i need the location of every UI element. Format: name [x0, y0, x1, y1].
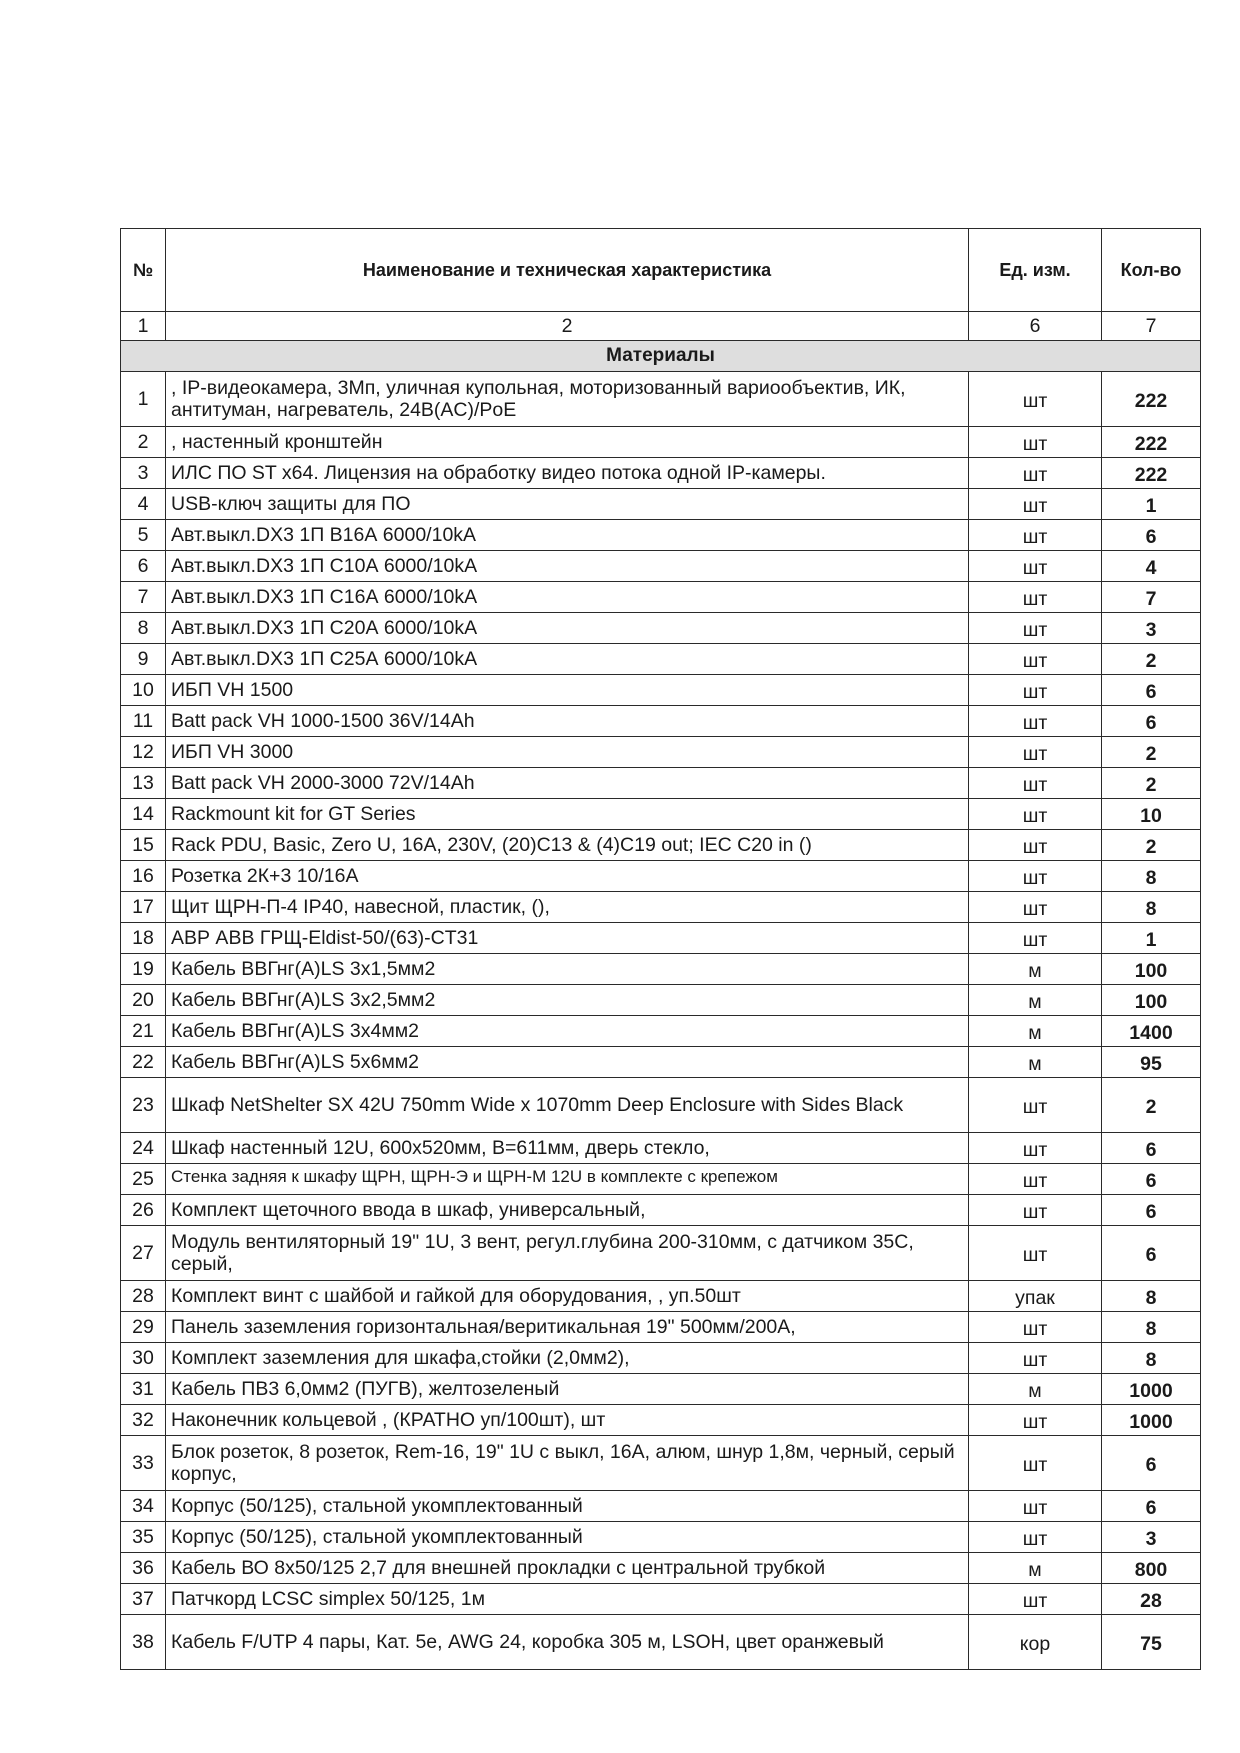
row-name: Rack PDU, Basic, Zero U, 16A, 230V, (20)C13 & (4)C19 out; IEC C20 in () [166, 830, 969, 861]
row-unit: шт [969, 799, 1102, 830]
row-name: , IP-видеокамера, 3Мп, уличная купольная, моторизованный вариообъектив, ИК, антитуман, нагреватель, 24В(AC)/PoE [166, 372, 969, 427]
row-quantity: 8 [1102, 1343, 1201, 1374]
row-unit: шт [969, 923, 1102, 954]
row-number: 8 [121, 613, 166, 644]
row-quantity: 1000 [1102, 1405, 1201, 1436]
row-number: 32 [121, 1405, 166, 1436]
row-number: 25 [121, 1164, 166, 1195]
table-row [121, 551, 1201, 582]
row-number: 13 [121, 768, 166, 799]
row-name: Кабель ВВГнг(А)LS 5х6мм2 [166, 1047, 969, 1078]
header-qty: Кол-во [1102, 229, 1201, 312]
row-quantity: 95 [1102, 1047, 1201, 1078]
row-unit: шт [969, 1491, 1102, 1522]
row-quantity: 6 [1102, 1226, 1201, 1281]
row-quantity: 6 [1102, 706, 1201, 737]
row-number: 6 [121, 551, 166, 582]
row-unit: шт [969, 1133, 1102, 1164]
row-quantity: 1 [1102, 923, 1201, 954]
row-number: 37 [121, 1584, 166, 1615]
row-number: 38 [121, 1615, 166, 1670]
row-unit: шт [969, 861, 1102, 892]
row-unit: шт [969, 737, 1102, 768]
table-row [121, 1615, 1201, 1670]
table-row [121, 830, 1201, 861]
row-quantity: 2 [1102, 768, 1201, 799]
row-number: 10 [121, 675, 166, 706]
column-number: 1 [121, 312, 166, 341]
row-quantity: 3 [1102, 613, 1201, 644]
table-body [121, 372, 1201, 1670]
row-name: Авт.выкл.DX3 1П С20А 6000/10kA [166, 613, 969, 644]
row-unit: шт [969, 1343, 1102, 1374]
row-name: Кабель ПВ3 6,0мм2 (ПУГВ), желтозеленый [166, 1374, 969, 1405]
row-quantity: 222 [1102, 372, 1201, 427]
row-name: USB-ключ защиты для ПО [166, 489, 969, 520]
row-name: Комплект заземления для шкафа,стойки (2,0мм2), [166, 1343, 969, 1374]
table-row [121, 1281, 1201, 1312]
table-row [121, 737, 1201, 768]
row-unit: шт [969, 1522, 1102, 1553]
row-unit: шт [969, 1078, 1102, 1133]
column-number: 2 [166, 312, 969, 341]
row-number: 35 [121, 1522, 166, 1553]
row-name: Rackmount kit for GT Series [166, 799, 969, 830]
materials-table [120, 228, 1201, 1670]
table-row [121, 675, 1201, 706]
row-unit: кор [969, 1615, 1102, 1670]
table-row [121, 1078, 1201, 1133]
row-number: 22 [121, 1047, 166, 1078]
row-quantity: 6 [1102, 1436, 1201, 1491]
row-number: 12 [121, 737, 166, 768]
row-unit: шт [969, 372, 1102, 427]
row-name: , настенный кронштейн [166, 427, 969, 458]
row-number: 5 [121, 520, 166, 551]
table-row [121, 954, 1201, 985]
row-name: Кабель F/UTP 4 пары, Кат. 5е, AWG 24, коробка 305 м, LSOH, цвет оранжевый [166, 1615, 969, 1670]
row-quantity: 2 [1102, 1078, 1201, 1133]
row-name [166, 1164, 969, 1195]
table-row [121, 1405, 1201, 1436]
row-unit: шт [969, 644, 1102, 675]
row-quantity: 75 [1102, 1615, 1201, 1670]
row-name: Панель заземления горизонтальная/веритикальная 19" 500мм/200А, [166, 1312, 969, 1343]
row-name: ИЛС ПО ST x64. Лицензия на обработку видео потока одной IP-камеры. [166, 458, 969, 489]
row-quantity: 6 [1102, 675, 1201, 706]
row-quantity: 2 [1102, 737, 1201, 768]
row-unit: шт [969, 458, 1102, 489]
row-unit: шт [969, 830, 1102, 861]
section-title: Материалы [121, 341, 1201, 372]
row-name: Корпус (50/125), стальной укомплектованный [166, 1522, 969, 1553]
row-unit: шт [969, 706, 1102, 737]
row-unit: шт [969, 489, 1102, 520]
row-quantity: 800 [1102, 1553, 1201, 1584]
row-number: 31 [121, 1374, 166, 1405]
table-row [121, 458, 1201, 489]
row-name: Кабель ВО 8х50/125 2,7 для внешней прокладки с центральной трубкой [166, 1553, 969, 1584]
table-row [121, 1195, 1201, 1226]
row-unit: м [969, 1553, 1102, 1584]
table-row [121, 1491, 1201, 1522]
row-number: 36 [121, 1553, 166, 1584]
table-row [121, 1343, 1201, 1374]
row-number: 17 [121, 892, 166, 923]
row-name: Розетка 2К+3 10/16А [166, 861, 969, 892]
table-row [121, 1436, 1201, 1491]
row-name: Авт.выкл.DX3 1П С10А 6000/10kA [166, 551, 969, 582]
row-number: 26 [121, 1195, 166, 1226]
row-unit: шт [969, 768, 1102, 799]
row-quantity: 222 [1102, 427, 1201, 458]
table-row [121, 1133, 1201, 1164]
header-name: Наименование и техническая характеристика [166, 229, 969, 312]
row-number: 15 [121, 830, 166, 861]
row-quantity: 6 [1102, 1133, 1201, 1164]
row-number: 3 [121, 458, 166, 489]
header-unit: Ед. изм. [969, 229, 1102, 312]
table-row [121, 892, 1201, 923]
row-name: Шкаф NetShelter SX 42U 750mm Wide x 1070mm Deep Enclosure with Sides Black [166, 1078, 969, 1133]
row-quantity: 2 [1102, 830, 1201, 861]
row-name: Наконечник кольцевой , (КРАТНО уп/100шт), шт [166, 1405, 969, 1436]
row-quantity: 8 [1102, 1281, 1201, 1312]
row-number: 19 [121, 954, 166, 985]
row-name: Batt pack VH 1000-1500 36V/14Ah [166, 706, 969, 737]
row-name: Патчкорд LCSC simplex 50/125, 1м [166, 1584, 969, 1615]
row-unit: шт [969, 1312, 1102, 1343]
row-unit: м [969, 954, 1102, 985]
row-number: 18 [121, 923, 166, 954]
row-quantity: 7 [1102, 582, 1201, 613]
table-row [121, 768, 1201, 799]
row-quantity: 6 [1102, 520, 1201, 551]
row-quantity: 28 [1102, 1584, 1201, 1615]
row-number: 14 [121, 799, 166, 830]
row-unit: шт [969, 551, 1102, 582]
row-unit: шт [969, 1164, 1102, 1195]
row-number: 1 [121, 372, 166, 427]
row-name: ИБП VH 1500 [166, 675, 969, 706]
row-unit: м [969, 1047, 1102, 1078]
table-row [121, 1226, 1201, 1281]
row-quantity: 8 [1102, 861, 1201, 892]
column-number: 7 [1102, 312, 1201, 341]
table-row [121, 706, 1201, 737]
row-unit: шт [969, 675, 1102, 706]
row-number: 2 [121, 427, 166, 458]
row-name: ИБП VH 3000 [166, 737, 969, 768]
row-unit: м [969, 985, 1102, 1016]
row-number: 30 [121, 1343, 166, 1374]
row-number: 21 [121, 1016, 166, 1047]
column-number: 6 [969, 312, 1102, 341]
row-quantity: 6 [1102, 1195, 1201, 1226]
row-number: 9 [121, 644, 166, 675]
header-num: № [121, 229, 166, 312]
row-quantity: 10 [1102, 799, 1201, 830]
table-row [121, 489, 1201, 520]
row-number: 16 [121, 861, 166, 892]
row-unit: шт [969, 1436, 1102, 1491]
row-name: Кабель ВВГнг(А)LS 3х4мм2 [166, 1016, 969, 1047]
table-row [121, 1047, 1201, 1078]
row-quantity: 8 [1102, 1312, 1201, 1343]
table-row [121, 520, 1201, 551]
row-unit: шт [969, 613, 1102, 644]
row-quantity: 1 [1102, 489, 1201, 520]
row-name: Шкаф настенный 12U, 600х520мм, В=611мм, дверь стекло, [166, 1133, 969, 1164]
row-unit: м [969, 1016, 1102, 1047]
row-number: 34 [121, 1491, 166, 1522]
row-name: Batt pack VH 2000-3000 72V/14Ah [166, 768, 969, 799]
row-number: 20 [121, 985, 166, 1016]
row-quantity: 6 [1102, 1164, 1201, 1195]
table-row [121, 1584, 1201, 1615]
table-row [121, 1164, 1201, 1195]
row-unit: шт [969, 582, 1102, 613]
row-number: 28 [121, 1281, 166, 1312]
row-name-text: Стенка задняя к шкафу ЩРН, ЩРН-Э и ЩРН-М 12U в комплекте с крепежом [171, 1169, 778, 1186]
row-unit: шт [969, 1584, 1102, 1615]
row-number: 23 [121, 1078, 166, 1133]
row-name: АВР ABB ГРЩ-Eldist-50/(63)-CT31 [166, 923, 969, 954]
row-name: Авт.выкл.DX3 1П С16А 6000/10kA [166, 582, 969, 613]
row-unit: упак [969, 1281, 1102, 1312]
table-row [121, 1522, 1201, 1553]
row-name: Комплект щеточного ввода в шкаф, универсальный, [166, 1195, 969, 1226]
row-quantity: 1400 [1102, 1016, 1201, 1047]
row-name: Комплект винт с шайбой и гайкой для оборудования, , уп.50шт [166, 1281, 969, 1312]
row-number: 27 [121, 1226, 166, 1281]
table-row [121, 1374, 1201, 1405]
row-quantity: 2 [1102, 644, 1201, 675]
row-quantity: 1000 [1102, 1374, 1201, 1405]
table-row [121, 1312, 1201, 1343]
header-row [121, 229, 1201, 312]
row-unit: м [969, 1374, 1102, 1405]
row-unit: шт [969, 520, 1102, 551]
table-row [121, 613, 1201, 644]
row-number: 4 [121, 489, 166, 520]
row-number: 29 [121, 1312, 166, 1343]
row-quantity: 6 [1102, 1491, 1201, 1522]
row-quantity: 4 [1102, 551, 1201, 582]
row-name: Блок розеток, 8 розеток, Rem-16, 19" 1U с выкл, 16А, алюм, шнур 1,8м, черный, серый корпус, [166, 1436, 969, 1491]
row-unit: шт [969, 1405, 1102, 1436]
row-unit: шт [969, 1226, 1102, 1281]
row-name: Корпус (50/125), стальной укомплектованный [166, 1491, 969, 1522]
table-row [121, 582, 1201, 613]
row-name: Модуль вентиляторный 19" 1U, 3 вент, регул.глубина 200-310мм, с датчиком 35С, серый, [166, 1226, 969, 1281]
table-row [121, 644, 1201, 675]
row-quantity: 100 [1102, 954, 1201, 985]
row-quantity: 100 [1102, 985, 1201, 1016]
row-name: Авт.выкл.DX3 1П В16А 6000/10kA [166, 520, 969, 551]
row-name: Авт.выкл.DX3 1П С25А 6000/10kA [166, 644, 969, 675]
table-row [121, 372, 1201, 427]
row-name: Кабель ВВГнг(А)LS 3х2,5мм2 [166, 985, 969, 1016]
row-quantity: 222 [1102, 458, 1201, 489]
row-quantity: 8 [1102, 892, 1201, 923]
table-row [121, 1016, 1201, 1047]
row-unit: шт [969, 1195, 1102, 1226]
column-numbers-row [121, 312, 1201, 341]
table-row [121, 861, 1201, 892]
row-number: 24 [121, 1133, 166, 1164]
row-name: Щит ЩРН-П-4 IP40, навесной, пластик, (), [166, 892, 969, 923]
table-row [121, 923, 1201, 954]
row-name: Кабель ВВГнг(А)LS 3х1,5мм2 [166, 954, 969, 985]
row-unit: шт [969, 892, 1102, 923]
table-row [121, 799, 1201, 830]
row-number: 33 [121, 1436, 166, 1491]
row-number: 11 [121, 706, 166, 737]
section-row [121, 341, 1201, 372]
table-row [121, 985, 1201, 1016]
row-unit: шт [969, 427, 1102, 458]
table-row [121, 1553, 1201, 1584]
row-quantity: 3 [1102, 1522, 1201, 1553]
row-number: 7 [121, 582, 166, 613]
table-row [121, 427, 1201, 458]
